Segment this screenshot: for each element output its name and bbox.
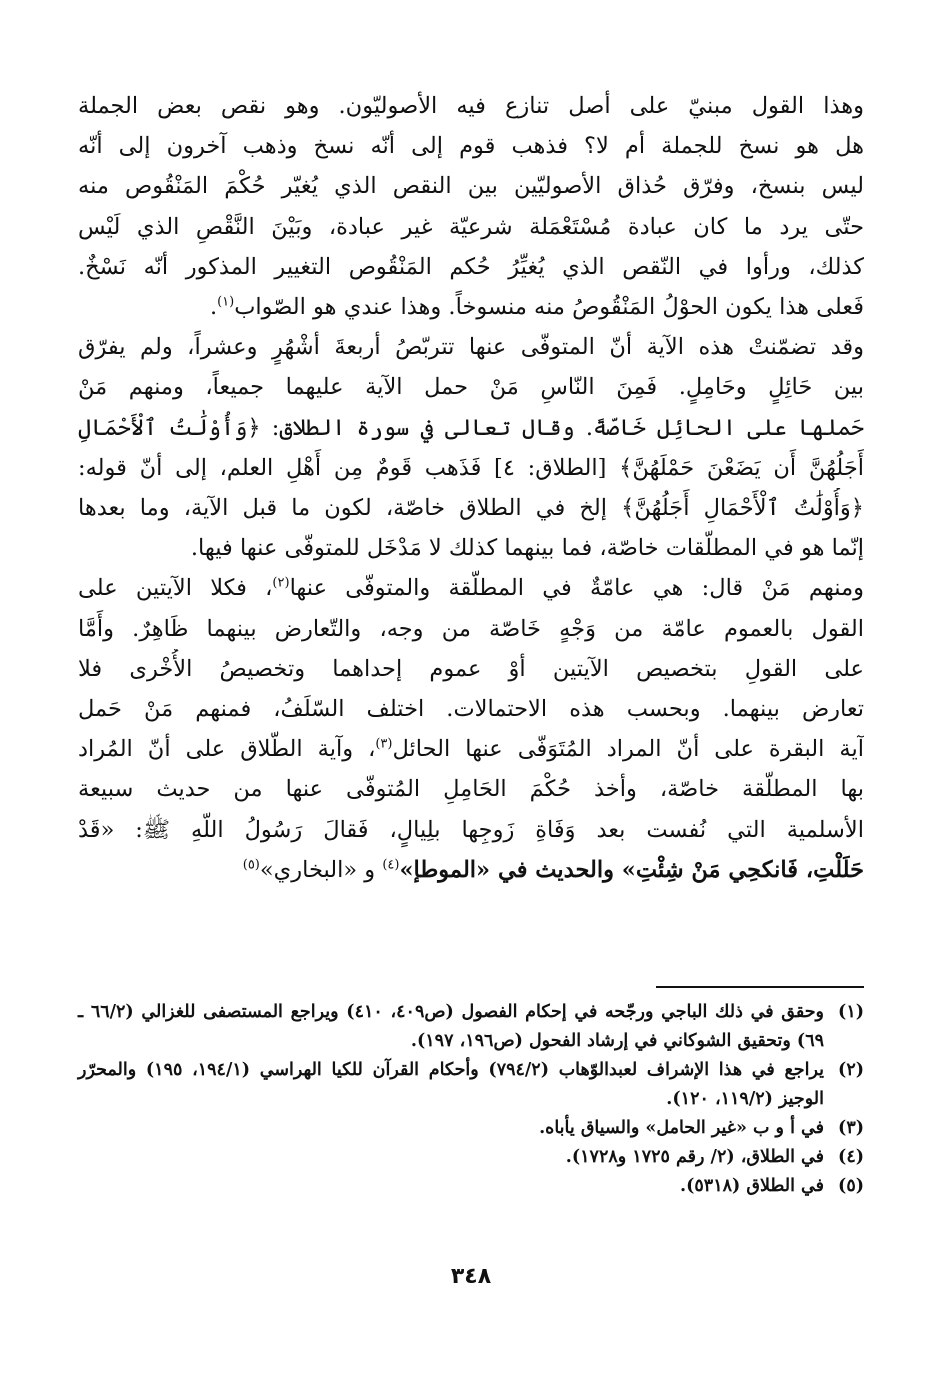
footnote-number: (٣) xyxy=(838,1118,864,1138)
text-line: حتّى يرد ما كان عبادة مُسْتَعْمَلة شرعيّة غير عبادة، وبَيْنَ النَّقْصِ الذي لَيْس xyxy=(78,213,864,240)
text-line-tail: . xyxy=(209,294,218,321)
footnote-separator xyxy=(656,986,864,988)
text-line-content: ومنهم مَنْ قال: هي عامّةٌ في المطلّقة والمتوفّى عنها xyxy=(289,575,864,602)
text-line-tail: و «البخاري» xyxy=(259,856,383,883)
text-line: بها المطلّقة خاصّة، وأخذ حُكْمَ الحَامِلِ المُتوفّى عنها من حديث سبيعة xyxy=(78,776,864,803)
text-line-tail: ، فكلا الآيتين على xyxy=(78,575,273,602)
page-number: ٣٤٨ xyxy=(450,1264,492,1289)
main-text xyxy=(78,86,864,890)
text-line xyxy=(78,850,864,890)
text-line: وقد تضمّنتْ هذه الآية أنّ المتوفّى عنها تتربّصُ أربعةَ أشْهُرٍ وعشراً، ولم يفرّق xyxy=(78,334,864,361)
footnote-ref: (٥) xyxy=(242,857,260,873)
footnote-ref: (٤) xyxy=(382,857,400,873)
text-line: الأسلمية التي نُفست بعد وَفَاةِ زَوجِها بلِيالٍ، فَقالَ رَسُولُ اللّهِ ﷺ: «قَدْ xyxy=(78,816,864,843)
footnote-number: (١) xyxy=(838,1002,864,1022)
footnote-ref: (٢) xyxy=(272,575,290,591)
text-line: ليس بنسخ، وفرّق حُذاق الأصوليّين بين النقص الذي يُغيّر حُكْمَ المَنْقُوص منه xyxy=(78,173,864,200)
text-line: تعارض بينهما. وبحسب هذه الاحتمالات. اختلف السّلَفُ، فمنهم مَنْ حَمل xyxy=(78,696,864,723)
text-line: القول بالعموم عامّة من وَجْهٍ خَاصّة من وجه، والتّعارض بينهما ظَاهِرٌ. وأَمَّا xyxy=(78,615,864,642)
text-line xyxy=(78,568,864,608)
footnote-number: (٤) xyxy=(838,1147,864,1167)
footnote xyxy=(78,998,864,1056)
footnote-text: في الطلاق (٥٣١٨). xyxy=(680,1176,824,1196)
text-line: أَجَلُهُنَّ أَن يَضَعْنَ حَمْلَهُنَّ﴾ [الطلاق: ٤] فَذَهب قَومٌ مِن أَهْلِ العلم، إلى أنّ قوله: xyxy=(78,454,864,481)
text-line: حَملها على الحائِل خَاصّةً. وقال تعالى في سورة الطلاق: ﴿وَأُوْلَٰتُ ٱلْأَحْمَالِ xyxy=(78,414,864,441)
text-line: وهذا القول مبنيّ على أصل تنازع فيه الأصوليّون. وهو نقص بعض الجملة xyxy=(78,93,864,119)
text-line: ﴿وَأُوْلَٰتُ ٱلْأَحْمَالِ أَجَلُهُنَّ﴾ إلخ في الطلاق خاصّة، لكون ما قبل الآية، وما بعدها xyxy=(78,495,864,522)
text-line-content: آية البقرة على أنّ المراد المُتَوَفّى عنها الحائل xyxy=(392,736,864,763)
footnote-number: (٥) xyxy=(838,1176,864,1196)
footnote-number: (٢) xyxy=(838,1060,864,1080)
text-line xyxy=(78,729,864,769)
book-page xyxy=(78,86,864,1346)
footnote-text: في الطلاق، (٢/ رقم ١٧٢٥ و١٧٢٨). xyxy=(565,1147,824,1167)
text-line xyxy=(78,287,864,327)
footnotes xyxy=(78,998,864,1201)
text-line-tail: ، وآية الطّلاق على أنّ المُراد xyxy=(78,736,376,763)
text-line: إنّما هو في المطلّقات خاصّة، فما بينهما كذلك لا مَدْخَل للمتوفّى عنها فيها. xyxy=(190,535,864,562)
text-line: هل هو نسخ للجملة أم لا؟ فذهب قوم إلى أنّه نسخ وذهب آخرون إلى أنّه xyxy=(78,133,864,160)
footnote xyxy=(78,1056,864,1114)
footnote-text: وحقق في ذلك الباجي ورجّحه في إحكام الفصول (ص٤٠٩، ٤١٠) ويراجع المستصفى للغزالي (٦٦/٢ ـ ٦٩) وتحقيق الشوكاني في إرشاد الفحول (ص١٩٦، ١٩٧). xyxy=(78,1002,824,1051)
text-line-content: فَعلى هذا يكون الحوْلُ المَنْقُوصُ منه منسوخاً. وهذا عندي هو الصّواب xyxy=(234,294,864,321)
footnote xyxy=(78,1143,864,1172)
text-line: كذلك، ورأوا في النّقص الذي يُغيِّرُ حُكم المَنْقُوص التغيير المذكور أنّه نَسْخٌ. xyxy=(78,253,864,280)
footnote xyxy=(78,1172,864,1201)
text-line: بين حَائِلٍ وحَامِلٍ. فَمِنَ النّاسِ مَنْ حمل الآية عليهما جميعاً، ومنهم مَنْ xyxy=(78,374,864,401)
footnote-ref: (١) xyxy=(217,294,235,310)
footnote xyxy=(78,1114,864,1143)
footnote-text: يراجع في هذا الإشراف لعبدالوّهاب (٧٩٤/٢) وأحكام القرآن للكيا الهراسي (١٩٤/١، ١٩٥) والمحرّر الوجيز (١١٩/٢، ١٢٠). xyxy=(78,1060,824,1109)
footnote-ref: (٣) xyxy=(375,736,393,752)
footnote-text: في أ و ب «غير الحامل» والسياق يأباه. xyxy=(539,1118,824,1138)
text-line: على القولِ بتخصيص الآيتين أوْ عموم إحداهما وتخصيصُ الأُخْرى فلا xyxy=(78,655,864,682)
text-line-content: حَلَلْتِ، فَانكحِي مَنْ شِئْتِ» والحديث في «الموطإ» xyxy=(399,856,864,883)
